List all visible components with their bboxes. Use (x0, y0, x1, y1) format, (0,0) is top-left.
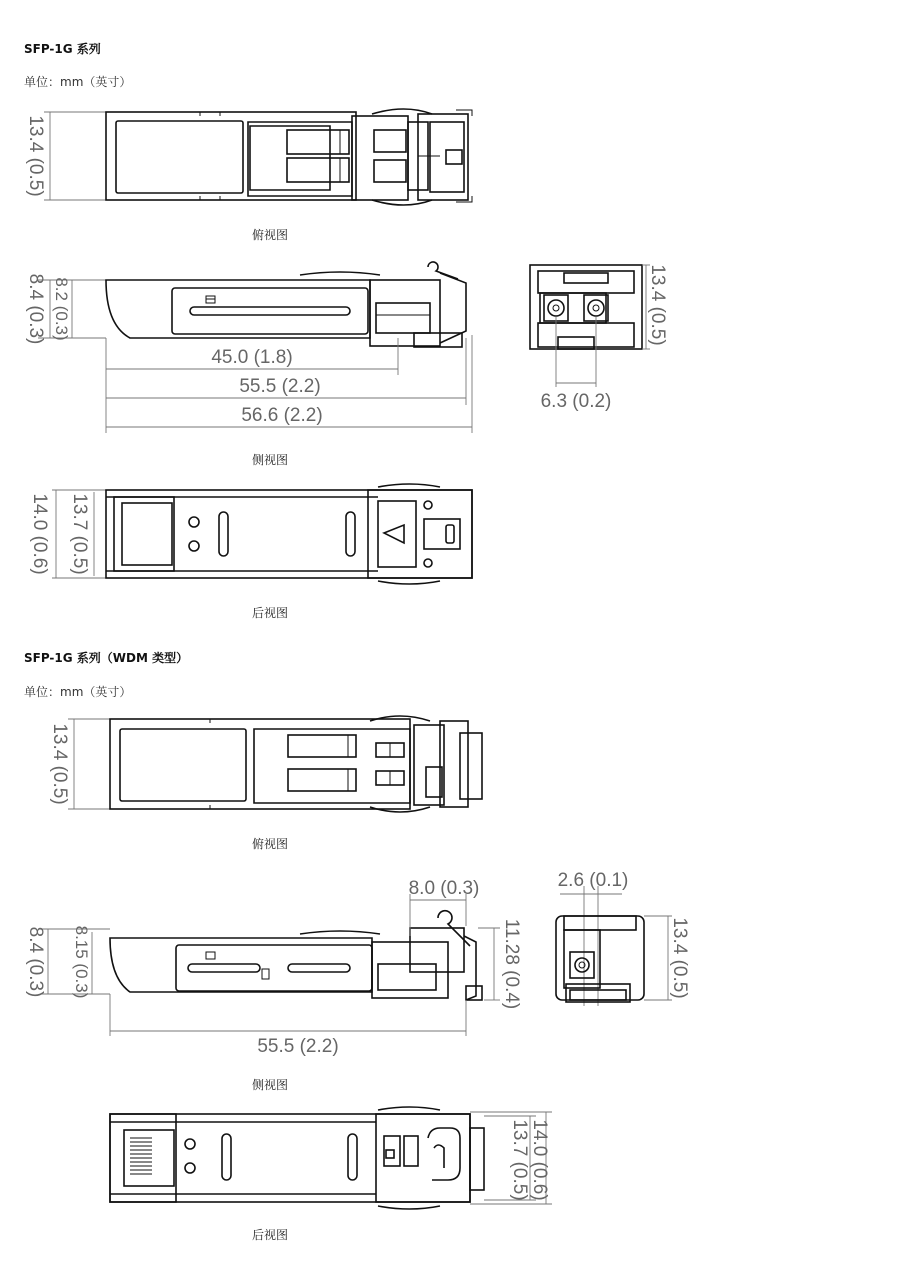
pitch-dimension (541, 317, 612, 412)
side-view-caption: 侧视图 (251, 453, 288, 467)
length-dim-label: 55.5 (2.2) (257, 1036, 339, 1057)
back-view-drawing (0, 485, 900, 585)
length-dim-label: 56.6 (2.2) (241, 405, 323, 426)
side-view-caption: 侧视图 (251, 1078, 288, 1092)
unit-label: 单位：mm（英寸） (24, 685, 132, 699)
length-dim-label: 45.0 (1.8) (211, 347, 293, 368)
end-view-drawing (0, 866, 900, 1016)
offset-dimension (558, 870, 629, 1006)
outer-height-dim-label: 14.0 (0.6) (529, 1119, 550, 1201)
height-dim-label: 8.4 (0.3) (25, 926, 46, 998)
module-back (106, 484, 472, 584)
offset-dim-label: 2.6 (0.1) (557, 870, 629, 891)
section-title: SFP-1G 系列 (24, 42, 101, 56)
latch-dim-label: 8.0 (0.3) (408, 878, 480, 899)
height-dimension (644, 916, 690, 1000)
pitch-dim-label: 6.3 (0.2) (540, 391, 612, 412)
height-dim-label: 13.4 (0.5) (25, 115, 46, 197)
height-dimension (49, 719, 110, 809)
back-view-caption: 后视图 (251, 606, 288, 620)
inner-height-dim-label: 8.15 (0.3) (72, 925, 91, 999)
back-view-drawing (0, 1108, 900, 1208)
top-view-drawing (0, 715, 900, 815)
height-dimension (642, 264, 668, 349)
unit-label: 单位：mm（英寸） (24, 75, 132, 89)
end-view-drawing (0, 255, 900, 425)
latch-height-dim-label: 11.28 (0.4) (501, 918, 522, 1010)
module-body (110, 716, 482, 812)
back-view-caption: 后视图 (251, 1228, 288, 1242)
module-body (106, 109, 472, 205)
height-dim-label: 13.4 (0.5) (669, 917, 690, 999)
height-dim-label: 13.4 (0.5) (647, 264, 668, 346)
connector-face (530, 265, 642, 349)
section-title: SFP-1G 系列（WDM 类型） (24, 651, 189, 665)
outer-height-dim-label: 14.0 (0.6) (29, 493, 50, 575)
top-view-drawing (0, 100, 900, 215)
inner-height-dim-label: 13.7 (0.5) (69, 493, 90, 575)
height-dim-label: 13.4 (0.5) (49, 723, 70, 805)
length-dim-label: 55.5 (2.2) (239, 376, 321, 397)
module-back (110, 1107, 484, 1209)
inner-height-dim-label: 8.2 (0.3) (52, 277, 71, 341)
top-view-caption: 俯视图 (251, 228, 288, 242)
height-dim-label: 8.4 (0.3) (25, 273, 46, 345)
height-dimensions (29, 490, 106, 578)
connector-face (556, 916, 644, 1002)
inner-height-dim-label: 13.7 (0.5) (509, 1119, 530, 1201)
top-view-caption: 俯视图 (251, 837, 288, 851)
height-dimension (25, 112, 106, 200)
